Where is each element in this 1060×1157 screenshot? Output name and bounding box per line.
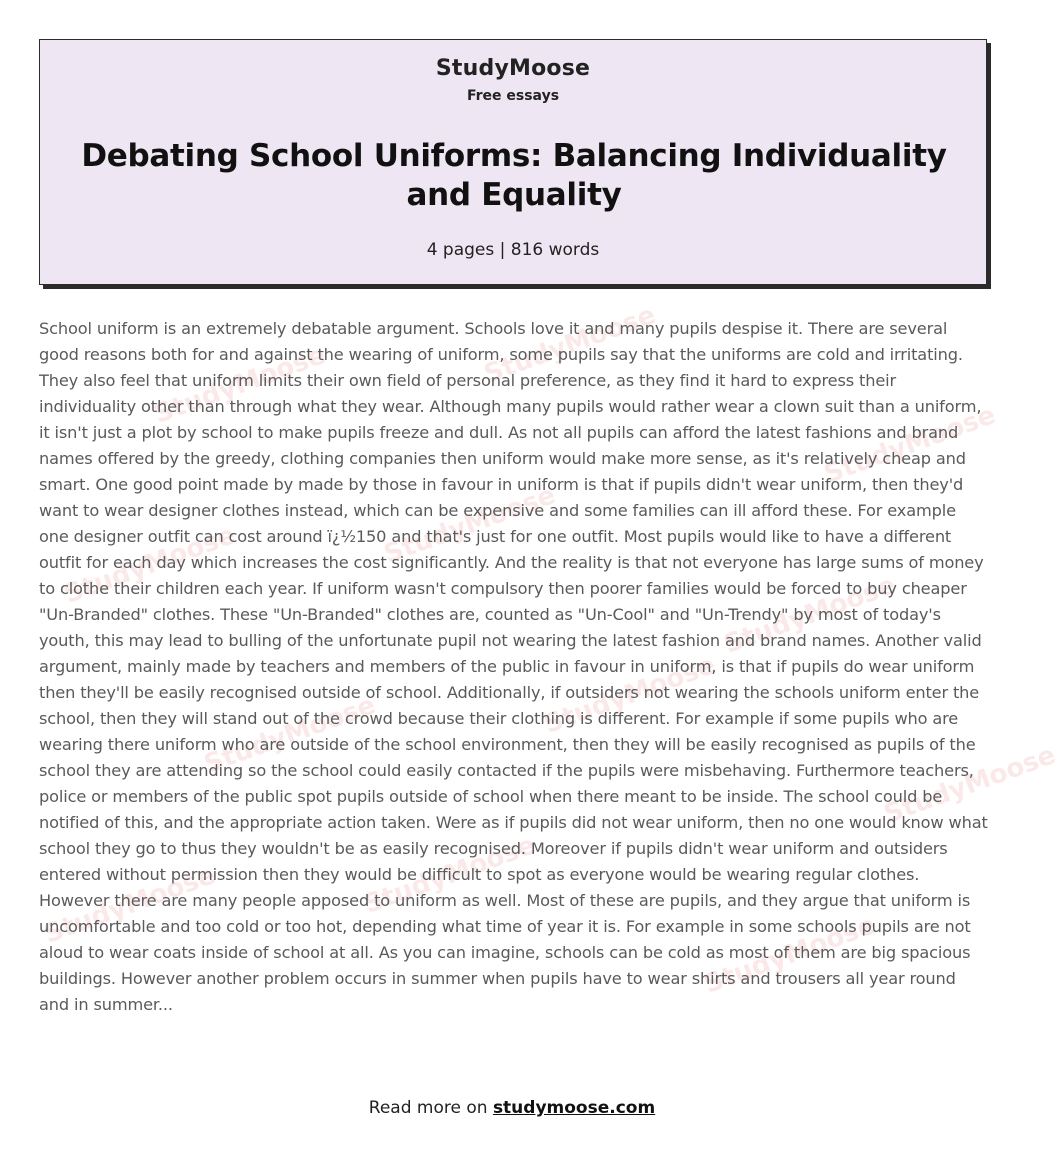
essay-header-card — [39, 39, 987, 285]
watermark-text: StudyMoose — [480, 300, 660, 390]
watermark-text: StudyMoose — [380, 480, 560, 570]
watermark-text: StudyMoose — [700, 910, 880, 1000]
watermark-text: StudyMoose — [150, 340, 330, 430]
brand-tagline: Free essays — [466, 88, 560, 104]
brand-logo: StudyMoose — [435, 56, 591, 81]
essay-body: School uniform is an extremely debatable argument. Schools love it and many pupils despise it. There are several good reasons both for and against the wearing of uniform, some pupils say that the uniforms are cold and irritating. They also feel that uniform limits their own field of personal preference, as they find it hard to express their individuality other than through what they wear. Although many pupils would rather wear a clown suit than a uniform, it isn't just a plot by school to make pupils freeze and dull. As not all pupils can afford the latest fashions and brand names offered by the greedy, clothing companies then uniform would make more sense, as it's relatively cheap and smart. One good point made by made by those in favour in uniform is that if pupils didn't wear uniform, then they'd want to wear designer clothes instead, which can be expensive and some families can ill afford these. For example one designer outfit can cost around ï¿½150 and that's just for one outfit. Most pupils would like to have a different outfit for each day which increases the cost significantly. And the reality is that not everyone has large sums of money to clothe their children each year. If uniform wasn't compulsory then poorer families would be forced to buy cheaper "Un-Branded" clothes. These "Un-Branded" clothes are, counted as "Un-Cool" and "Un-Trendy" by most of today's youth, this may lead to bulling of the unfortunate pupil not wearing the latest fashion and brand names. Another valid argument, mainly made by teachers and members of the public in favour in uniform, is that if pupils do wear uniform then they'll be easily recognised outside of school. Additionally, if outsiders not wearing the schools uniform enter the school, then they will stand out of the crowd because their clothing is different. For example if some pupils who are wearing there uniform who are outside of the school environment, then they will be easily recognised as pupils of the school they are attending so the school could easily contacted if the pupils were misbehaving. Furthermore teachers, police or members of the public spot pupils outside of school when there meant to be inside. The school could be notified of this, and the appropriate action taken. Were as if pupils did not wear uniform, then no one would know what school they go to thus they wouldn't be as easily recognised. Moreover if pupils didn't wear uniform and outsiders entered without permission then they would be difficult to spot as everyone would be wearing regular clothes. However there are many people apposed to uniform as well. Most of these are pupils, and they argue that uniform is uncomfortable and too cold or too hot, depending what time of year it is. For example in some schools pupils are not aloud to wear coats inside of school at all. As you can imagine, schools can be cold as most of them are big spacious buildings. However another problem occurs in summer when pupils have to wear shirts and trousers all year round and in summer... — [39, 319, 988, 1014]
watermark-text: StudyMoose — [880, 740, 1060, 830]
studymoose-link[interactable]: studymoose.com — [492, 1098, 656, 1118]
watermark-text: StudyMoose — [820, 400, 1000, 490]
essay-title: Debating School Uniforms: Balancing Individuality and Equality — [81, 138, 947, 213]
watermark-text: StudyMoose — [60, 520, 240, 610]
watermark-text: StudyMoose — [360, 830, 540, 920]
watermark-text: StudyMoose — [540, 650, 720, 740]
read-more-prefix: Read more on — [368, 1098, 488, 1118]
watermark-text: StudyMoose — [720, 570, 900, 660]
essay-meta: 4 pages | 816 words — [426, 240, 600, 260]
watermark-text: StudyMoose — [200, 690, 380, 780]
read-more-line — [0, 1098, 1024, 1118]
watermark-text: StudyMoose — [40, 860, 220, 950]
